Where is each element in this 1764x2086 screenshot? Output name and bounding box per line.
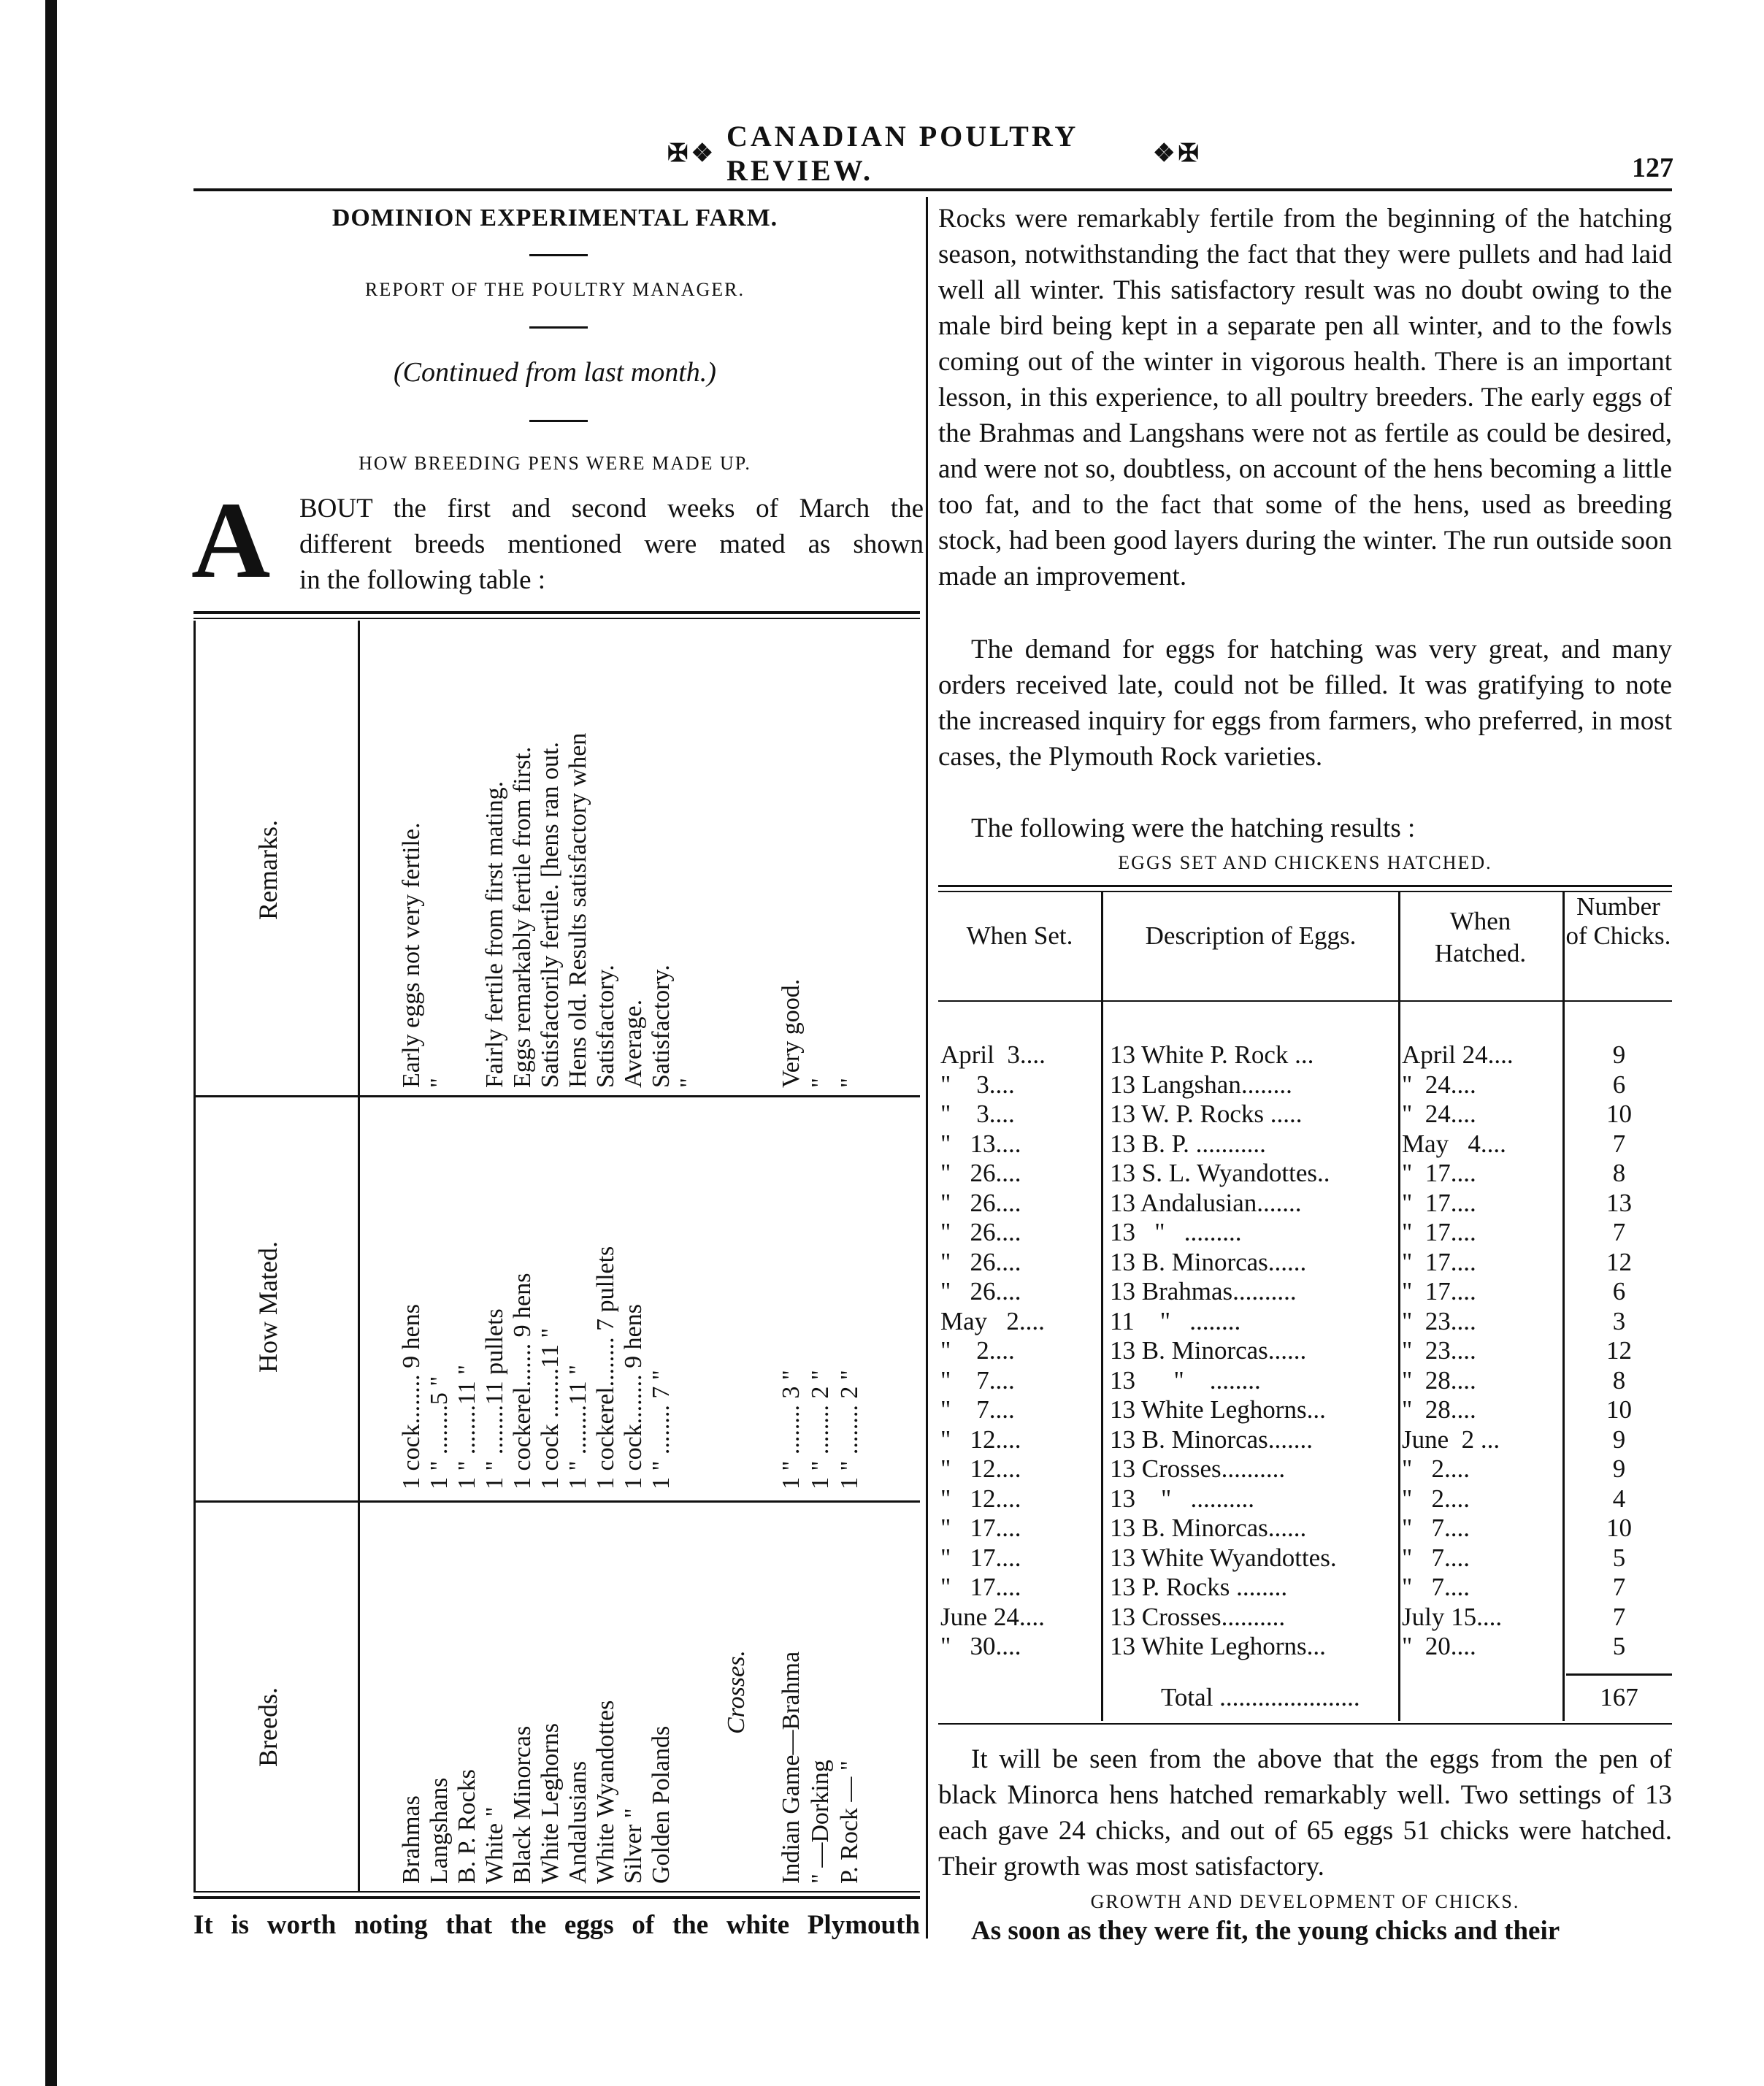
description-cell: 11 " ........ — [1110, 1306, 1241, 1335]
mating-info: 1 cockerel....... 9 hens — [509, 1273, 536, 1489]
chicks-count-cell: 12 — [1606, 1336, 1632, 1365]
chicks-count-cell: 8 — [1612, 1365, 1626, 1395]
column-divider — [926, 197, 928, 1939]
mating-info: 1 " ........11 pullets — [481, 1308, 508, 1489]
when-hatched-cell: May 4.... — [1402, 1129, 1506, 1158]
mating-info: 1 cock ........11 " — [537, 1327, 564, 1489]
breed-name: White Leghorns — [537, 1723, 564, 1884]
chicks-count-cell: 6 — [1612, 1277, 1626, 1305]
when-set-cell: " 17.... — [940, 1543, 1021, 1572]
when-hatched-cell: " 23.... — [1402, 1336, 1476, 1365]
when-hatched-cell: " 17.... — [1402, 1247, 1476, 1276]
continued-note: (Continued from last month.) — [394, 357, 716, 388]
chicks-count-cell: 5 — [1612, 1543, 1626, 1572]
description-cell: 13 W. P. Rocks ..... — [1110, 1100, 1303, 1128]
cross-remark-text: Very good. — [778, 978, 805, 1088]
description-cell: 13 B. Minorcas...... — [1110, 1514, 1307, 1542]
description-cell: 13 " ........ — [1110, 1365, 1261, 1395]
when-hatched-cell: " 7.... — [1402, 1543, 1470, 1572]
table-bottom-rule — [193, 1896, 920, 1899]
article-title: DOMINION EXPERIMENTAL FARM. — [331, 204, 778, 231]
cross-remark-text: " — [807, 1078, 834, 1088]
remark-text: " — [675, 1078, 702, 1088]
mating-info: 1 " ........11 " — [453, 1365, 480, 1489]
cross-mating-info: 1 " ........ 2 " — [807, 1370, 834, 1489]
when-set-cell: " 26.... — [940, 1188, 1021, 1217]
cross-breed-name: P. Rock — " — [836, 1760, 863, 1884]
when-hatched-cell: " 17.... — [1402, 1188, 1476, 1217]
description-cell: 13 S. L. Wyandottes.. — [1110, 1159, 1330, 1187]
mating-info: 1 cockerel........ 7 pullets — [592, 1246, 619, 1489]
description-cell: 13 B. P. ........... — [1110, 1129, 1266, 1158]
cross-breed-name: " —Dorking — [807, 1760, 834, 1884]
description-cell: 13 White Leghorns... — [1110, 1632, 1326, 1660]
when-set-cell: " 7.... — [940, 1365, 1015, 1395]
remark-text: Satisfactorily fertile. [hens ran out. — [537, 742, 564, 1088]
para-5: As soon as they were fit, the young chicks and their — [971, 1916, 1560, 1946]
header-when-hatched: When Hatched. — [1434, 907, 1527, 967]
description-cell: 13 White Leghorns... — [1110, 1395, 1326, 1424]
when-set-cell: " 12.... — [940, 1424, 1021, 1454]
when-set-cell: June 24.... — [940, 1602, 1045, 1631]
mating-info: 1 " ........5 " — [426, 1376, 453, 1489]
chicks-count-cell: 9 — [1612, 1040, 1626, 1069]
intro-line-1: BOUT the first and second weeks of March the — [299, 494, 924, 524]
header-rule — [193, 188, 1672, 191]
description-cell: 13 White Wyandottes. — [1110, 1543, 1337, 1572]
description-cell: 13 B. Minorcas...... — [1110, 1247, 1307, 1276]
when-set-cell: " 3.... — [940, 1070, 1015, 1099]
breed-name: Black Minorcas — [509, 1725, 536, 1884]
hatch-table-title: EGGS SET AND CHICKENS HATCHED. — [1118, 852, 1492, 873]
total-value: 167 — [1600, 1683, 1638, 1711]
mating-info: 1 " ........11 " — [564, 1365, 591, 1489]
table-header-divider — [358, 621, 360, 1893]
when-hatched-cell: " 24.... — [1402, 1070, 1476, 1099]
description-cell: 13 Brahmas.......... — [1110, 1277, 1297, 1305]
para-2: The demand for eggs for hatching was very great, and many orders received late, could not be filled. It was gratifying to note the increased inquiry for eggs from farmers, who preferred, in most cases, the Plymouth Rock varieties. — [938, 634, 1672, 772]
when-set-cell: " 12.... — [940, 1454, 1021, 1483]
page-number: 127 — [1632, 153, 1673, 183]
chicks-count-cell: 3 — [1612, 1306, 1626, 1335]
description-cell: 13 " .......... — [1110, 1484, 1255, 1513]
when-hatched-cell: " 7.... — [1402, 1514, 1470, 1542]
para-4: It will be seen from the above that the eggs from the pen of black Minorca hens hatched remarkably well. Two settings of 13 each gave 24 chicks, and out of 65 eggs 51 chicks were hatched. Their growth was most satisfactory. — [938, 1744, 1672, 1882]
remark-text: Average. — [620, 999, 647, 1088]
header-when-set: When Set. — [966, 921, 1073, 950]
when-hatched-cell: " 23.... — [1402, 1306, 1476, 1335]
title-dash — [529, 254, 588, 256]
mating-info: 1 cock........ 9 hens — [620, 1303, 647, 1489]
when-hatched-cell: June 2 ... — [1402, 1424, 1500, 1454]
when-set-cell: " 17.... — [940, 1514, 1021, 1542]
breed-name: White " — [481, 1806, 508, 1884]
chicks-count-cell: 10 — [1606, 1514, 1632, 1542]
intro-line-2: different breeds mentioned were mated as shown — [299, 529, 924, 559]
breed-name: White Wyandottes — [592, 1700, 619, 1884]
description-cell: 13 B. Minorcas....... — [1110, 1424, 1314, 1454]
closing-line: It is worth noting that the eggs of the white Plymouth — [193, 1910, 920, 1940]
when-hatched-cell: " 20.... — [1402, 1632, 1476, 1660]
when-hatched-cell: " 7.... — [1402, 1573, 1470, 1601]
header-breeds: Breeds. — [253, 1687, 283, 1767]
description-cell: 13 Andalusian....... — [1110, 1188, 1302, 1217]
when-set-cell: " 3.... — [940, 1100, 1015, 1128]
header-description: Description of Eggs. — [1145, 921, 1357, 950]
remark-text: Hens old. Results satisfactory when — [564, 732, 591, 1088]
remark-text: Satisfactory. — [592, 965, 619, 1088]
breed-name: Silver " — [620, 1808, 647, 1884]
when-hatched-cell: " 2.... — [1402, 1484, 1470, 1513]
breed-name: B. P. Rocks — [453, 1769, 480, 1884]
when-hatched-cell: April 24.... — [1402, 1040, 1514, 1069]
mating-info: 1 " ........ 7 " — [648, 1370, 675, 1489]
header-how-mated: How Mated. — [253, 1241, 283, 1373]
continued-dash — [529, 420, 588, 422]
section-heading: HOW BREEDING PENS WERE MADE UP. — [358, 453, 751, 474]
when-hatched-cell: " 17.... — [1402, 1218, 1476, 1246]
breed-name: Golden Polands — [648, 1725, 675, 1884]
chicks-count-cell: 9 — [1612, 1454, 1626, 1483]
when-set-cell: " 2.... — [940, 1336, 1015, 1365]
cross-mating-info: 1 " ........ 3 " — [778, 1370, 805, 1489]
when-set-cell: " 26.... — [940, 1277, 1021, 1305]
subtitle-dash — [529, 326, 588, 329]
table-top-rule — [193, 611, 920, 614]
cross-remark-text: " — [836, 1078, 863, 1088]
when-set-cell: " 26.... — [940, 1247, 1021, 1276]
when-hatched-cell: " 2.... — [1402, 1454, 1470, 1483]
when-set-cell: " 17.... — [940, 1573, 1021, 1601]
header-remarks: Remarks. — [253, 820, 283, 920]
header-number-of-chicks: Number of Chicks. — [1565, 892, 1671, 950]
chicks-count-cell: 9 — [1612, 1424, 1626, 1454]
chicks-count-cell: 12 — [1606, 1247, 1632, 1276]
when-set-cell: " 12.... — [940, 1484, 1021, 1513]
when-set-cell: " 7.... — [940, 1395, 1015, 1424]
when-set-cell: May 2.... — [940, 1306, 1045, 1335]
when-set-cell: " 13.... — [940, 1129, 1021, 1158]
ornament-right-icon: ❖✠ — [1153, 140, 1202, 167]
chicks-count-cell: 8 — [1612, 1159, 1626, 1187]
when-hatched-cell: " 17.... — [1402, 1159, 1476, 1187]
cross-breed-name: Indian Game—Brahma — [778, 1651, 805, 1884]
chicks-count-cell: 7 — [1612, 1129, 1626, 1158]
chicks-count-cell: 5 — [1612, 1632, 1626, 1660]
breed-name: Brahmas — [398, 1795, 425, 1884]
remark-text: " — [426, 1078, 453, 1088]
breed-name: Langshans — [426, 1777, 453, 1884]
when-hatched-cell: " 17.... — [1402, 1277, 1476, 1305]
mating-info: 1 cock........ 9 hens — [398, 1303, 425, 1489]
when-hatched-cell: " 28.... — [1402, 1395, 1476, 1424]
description-cell: 13 P. Rocks ........ — [1110, 1573, 1288, 1601]
description-cell: 13 " ......... — [1110, 1218, 1242, 1246]
section-heading-2: GROWTH AND DEVELOPMENT OF CHICKS. — [1090, 1891, 1520, 1912]
chicks-count-cell: 6 — [1612, 1070, 1626, 1099]
remark-text: Early eggs not very fertile. — [398, 822, 425, 1088]
description-cell: 13 B. Minorcas...... — [1110, 1336, 1307, 1365]
when-hatched-cell: " 28.... — [1402, 1365, 1476, 1395]
description-cell: 13 Langshan........ — [1110, 1070, 1292, 1099]
remark-text: Eggs remarkably fertile from first. — [509, 746, 536, 1088]
binding-edge — [45, 0, 57, 2086]
intro-line-3: in the following table : — [299, 565, 546, 595]
when-set-cell: " 26.... — [940, 1218, 1021, 1246]
para-1: Rocks were remarkably fertile from the beginning of the hatching season, notwithstanding the fact that they were pullets and had laid well all winter. This satisfactory result was no doubt owing to the male bird being kept in a separate pen all winter, and to the fowls coming out of the winter in vigorous health. There is an important lesson, in this experience, to all poultry breeders. The early eggs of the Brahmas and Langshans were not as fertile as could be desired, and were not so, doubtless, on account of the hens becoming a little too fat, and to the fact that some of the hens, used as breeding stock, had been good layers during the winter. The run outside soon made an improvement. — [938, 204, 1672, 591]
para-3: The following were the hatching results : — [971, 813, 1416, 843]
ornament-left-icon: ✠❖ — [667, 140, 716, 167]
masthead-title: CANADIAN POULTRY REVIEW. — [726, 120, 1078, 187]
when-set-cell: " 26.... — [940, 1159, 1021, 1187]
crosses-label: Crosses. — [723, 1650, 750, 1734]
chicks-count-cell: 10 — [1606, 1395, 1632, 1424]
report-subtitle: REPORT OF THE POULTRY MANAGER. — [364, 279, 745, 300]
drop-cap: A — [191, 480, 271, 601]
description-cell: 13 White P. Rock ... — [1110, 1040, 1314, 1069]
remark-text: Fairly fertile from first mating. — [481, 781, 508, 1088]
breed-name: Andalusians — [564, 1760, 591, 1884]
chicks-count-cell: 7 — [1612, 1602, 1626, 1631]
chicks-count-cell: 10 — [1606, 1100, 1632, 1128]
chicks-count-cell: 4 — [1612, 1484, 1626, 1513]
when-set-cell: " 30.... — [940, 1632, 1021, 1660]
when-set-cell: April 3.... — [940, 1040, 1046, 1069]
description-cell: 13 Crosses.......... — [1110, 1454, 1286, 1483]
remark-text: Satisfactory. — [648, 965, 675, 1088]
total-label: Total ...................... — [1161, 1683, 1360, 1711]
when-hatched-cell: " 24.... — [1402, 1100, 1476, 1128]
chicks-count-cell: 13 — [1606, 1188, 1632, 1217]
chicks-count-cell: 7 — [1612, 1218, 1626, 1246]
description-cell: 13 Crosses.......... — [1110, 1602, 1286, 1631]
cross-mating-info: 1 " ........ 2 " — [836, 1370, 863, 1489]
masthead — [657, 120, 1212, 186]
chicks-count-cell: 7 — [1612, 1573, 1626, 1601]
when-hatched-cell: July 15.... — [1402, 1602, 1503, 1631]
